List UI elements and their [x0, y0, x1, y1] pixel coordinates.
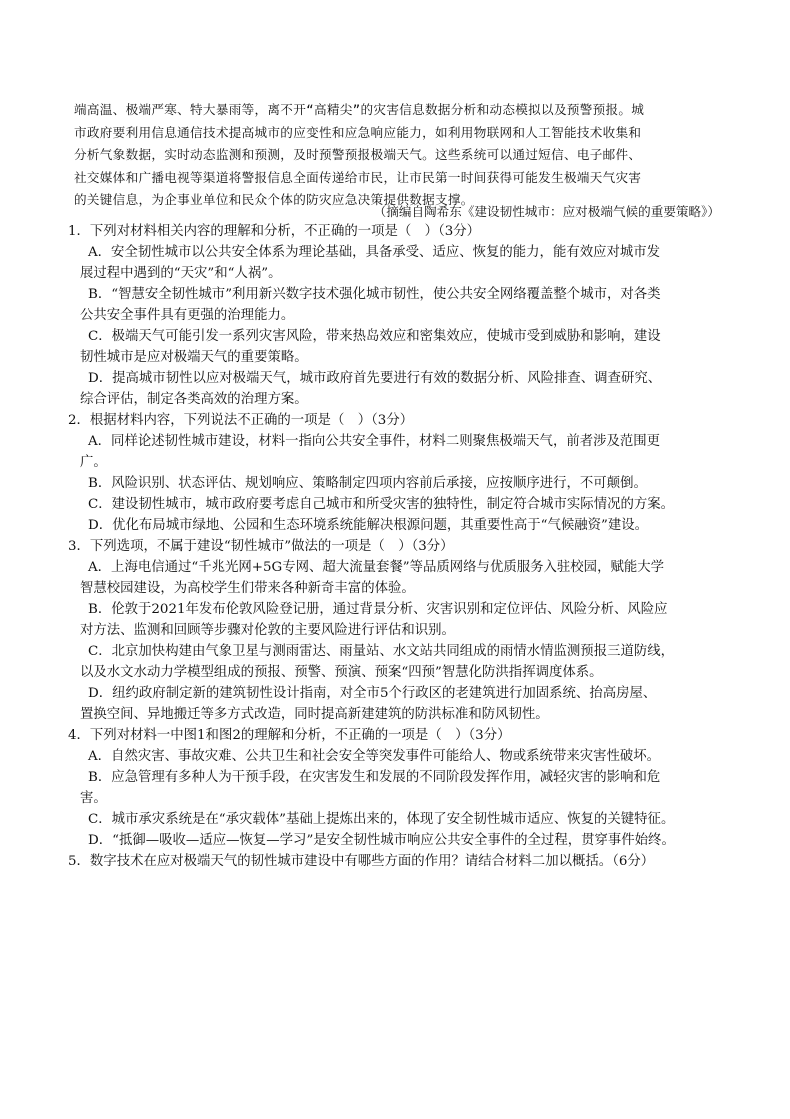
passage-line: 分析气象数据，实时动态监测和预测，及时预警预报极端天气。这些系统可以通过短信、电子邮件、 — [74, 147, 642, 163]
passage-line: 的关键信息，为企事业单位和民众个体的防灾应急决策提供数据支撑。 — [74, 192, 474, 208]
question-1-option-a: A．安全韧性城市以公共安全体系为理论基础，具备承受、适应、恢复的能力，能有效应对城市发 — [88, 245, 661, 260]
question-1-option-b: B．“智慧安全韧性城市”利用新兴数字技术强化城市韧性，使公共安全网络覆盖整个城市，对各类 — [88, 287, 661, 302]
passage-line: 端高温、极端严寒、特大暴雨等，离不开“高精尖”的灾害信息数据分析和动态模拟以及预警预报。城 — [74, 102, 645, 117]
question-3-option-c: C．北京加快构建由气象卫星与测雨雷达、雨量站、水文站共同组成的雨情水情监测预报三道防线， — [88, 644, 675, 659]
question-1-option-c: C．极端天气可能引发一系列灾害风险，带来热岛效应和密集效应，使城市受到威胁和影响，建设 — [88, 329, 661, 344]
passage-line: 市政府要利用信息通信技术提高城市的应变性和应急响应能力，如利用物联网和人工智能技术收集和 — [74, 124, 642, 140]
question-3-option-d-continued: 置换空间、异地搬迁等多方式改造，同时提高新建建筑的防洪标准和防风韧性。 — [80, 707, 549, 722]
question-1-option-d: D．提高城市韧性以应对极端天气，城市政府首先要进行有效的数据分析、风险排查、调查研究、 — [88, 371, 662, 386]
question-1-option-d-continued: 综合评估，制定各类高效的治理方案。 — [80, 392, 308, 407]
question-3-option-b: B．伦敦于2021年发布伦敦风险登记册，通过背景分析、灾害识别和定位评估、风险分析、风险应 — [88, 602, 668, 617]
question-2-option-a-continued: 广。 — [80, 455, 107, 470]
question-2-option-c: C．建设韧性城市，城市政府要考虑自己城市和所受灾害的独特性，制定符合城市实际情况的方案。 — [88, 497, 675, 512]
question-3-stem: 3．下列选项，不属于建设“韧性城市”做法的一项是（ ）（3分） — [68, 539, 454, 554]
question-3-option-a-continued: 智慧校园建设，为高校学生们带来各种新奇丰富的体验。 — [80, 581, 415, 596]
question-2-option-b: B．风险识别、状态评估、规划响应、策略制定四项内容前后承接，应按顺序进行，不可颠倒。 — [88, 476, 647, 491]
question-2-option-d: D．优化布局城市绿地、公园和生态环境系统能解决根源问题，其重要性高于“气候融资”建设。 — [88, 518, 649, 533]
reading-passage — [74, 99, 722, 212]
question-4-stem: 4．下列对材料一中图1和图2的理解和分析，不正确的一项是（ ）（3分） — [68, 728, 511, 743]
question-3-option-a: A．上海电信通过“千兆光网+5G专网、超大流量套餐”等品质网络与优质服务入驻校园，赋能大学 — [88, 560, 665, 575]
question-4-option-d: D．“抵御—吸收—适应—恢复—学习”是安全韧性城市响应公共安全事件的全过程，贯穿事件始终。 — [88, 833, 675, 848]
question-4-option-b: B．应急管理有多种人为干预手段，在灾害发生和发展的不同阶段发挥作用，减轻灾害的影响和危 — [88, 770, 661, 785]
question-1-option-c-continued: 韧性城市是应对极端天气的重要策略。 — [80, 350, 308, 365]
question-4-option-c: C．城市承灾系统是在“承灾载体”基础上提炼出来的，体现了安全韧性城市适应、恢复的关键特征。 — [88, 812, 675, 827]
question-1-option-b-continued: 公共安全事件具有更强的治理能力。 — [80, 308, 295, 323]
question-1-option-a-continued: 展过程中遇到的“天灾”和“人祸”。 — [80, 266, 282, 281]
question-3-option-c-continued: 以及水文水动力学模型组成的预报、预警、预演、预案“四预”智慧化防洪指挥调度体系。 — [80, 665, 603, 680]
question-1-stem: 1．下列对材料相关内容的理解和分析，不正确的一项是（ ）（3分） — [68, 224, 481, 239]
passage-source: （摘编自陶希东《建设韧性城市：应对极端气候的重要策略》） — [373, 204, 720, 219]
question-4-option-b-continued: 害。 — [80, 791, 107, 806]
question-2-option-a: A．同样论述韧性城市建设，材料一指向公共安全事件，材料二则聚焦极端天气，前者涉及范围更 — [88, 434, 661, 449]
question-2-stem: 2．根据材料内容，下列说法不正确的一项是（ ）（3分） — [68, 413, 414, 428]
question-3-option-b-continued: 对方法、监测和回顾等步骤对伦敦的主要风险进行评估和识别。 — [80, 623, 455, 638]
question-4-option-a: A．自然灾害、事故灾难、公共卫生和社会安全等突发事件可能给人、物或系统带来灾害性破坏。 — [88, 749, 661, 764]
question-5-stem: 5．数字技术在应对极端天气的韧性城市建设中有哪些方面的作用？请结合材料二加以概括。（6分） — [68, 854, 655, 869]
passage-line: 社交媒体和广播电视等渠道将警报信息全面传递给市民，让市民第一时间获得可能发生极端天气灾害 — [74, 169, 642, 185]
question-3-option-d: D．纽约政府制定新的建筑韧性设计指南，对全市5个行政区的老建筑进行加固系统、抬高房屋、 — [88, 686, 657, 701]
